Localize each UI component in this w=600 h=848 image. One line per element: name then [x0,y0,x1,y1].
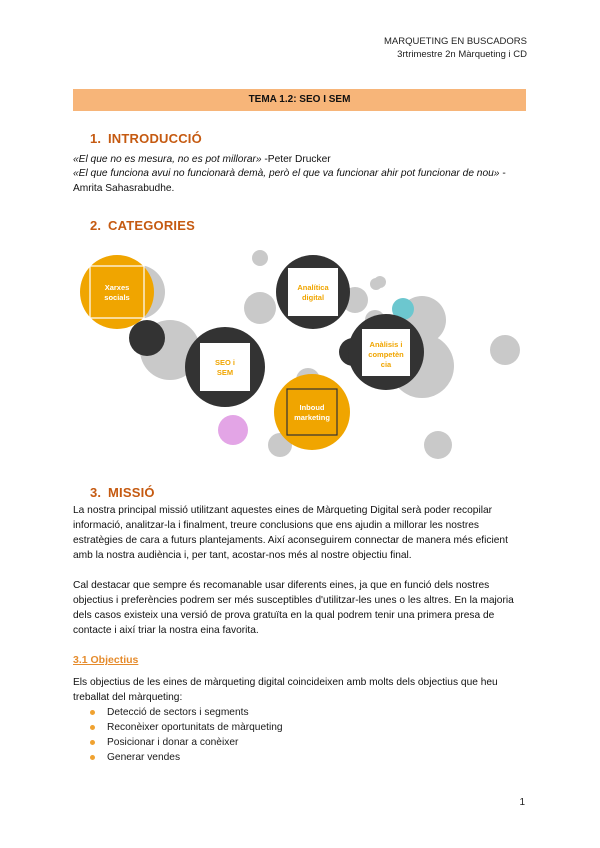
decor-dark-circle [129,320,165,356]
objectius-intro: Els objectius de les eines de màrqueting digital coincideixen amb molts dels objectius que heu treballat del màrqueting: [73,677,498,703]
header-term: 3rtrimestre 2n Màrqueting i CD [397,49,527,60]
heading-missio: 3. MISSIÓ [90,485,155,500]
category-seo-sem [185,327,265,407]
bullet-dot-icon [90,755,95,760]
quote-drucker: «El que no es mesura, no es pot millorar» -Peter Drucker [73,154,331,165]
bullet-dot-icon [90,725,95,730]
label-analisis-2: competèn [368,350,404,359]
label-analisis-3: cia [380,360,392,369]
category-inbound-marketing [274,374,350,450]
header-course: MARQUETING EN BUSCADORS [383,36,527,47]
label-seo-1: SEO i [214,358,236,367]
quote-sahasrabudhe: «El que funciona avui no funcionarà demà, però el que va funcionar ahir pot funcionar de nou» -Amrita Sahasrabudhe. [73,168,506,194]
label-xarxes-1: Xarxes [104,283,130,292]
decor-circle [374,276,386,288]
bullet-dot-icon [90,740,95,745]
missio-paragraph-1: La nostra principal missió utilitzant aquestes eines de Màrqueting Digital serà poder recopilar informació, analitzar-la i finalment, treure conclusions que ens ajudin a millorar les nostres estratègies de cara a futurs plantejaments. Així aconseguirem connectar de manera més eficient amb la nostra audiència i, per tant, acostar-nos més al nostre objectiu final. [73,505,508,561]
list-item: Reconèixer oportunitats de màrqueting [88,720,283,735]
decor-circle [252,250,268,266]
heading-categories: 2. CATEGORIES [90,218,195,233]
category-analitica-digital [276,255,350,329]
decor-circle [244,292,276,324]
list-item: Posicionar i donar a conèixer [88,735,283,750]
objectius-list [88,705,283,765]
list-item: Detecció de sectors i segments [88,705,283,720]
label-inbound-2: marketing [294,413,330,422]
label-inbound-1: Inboud [299,403,325,412]
label-analisis-1: Anàlisis i [369,340,403,349]
label-analitica-2: digital [301,293,325,302]
page-header [384,35,527,61]
label-seo-2: SEM [216,368,234,377]
heading-introduccio: 1. INTRODUCCIÓ [90,131,202,146]
list-item: Generar vendes [88,750,283,765]
category-analisis-competencia [348,314,424,390]
categories-diagram [60,240,540,470]
label-analitica-1: Analítica [297,283,329,292]
category-xarxes-socials [80,255,154,329]
page-number: 1 [519,797,525,808]
decor-circle [424,431,452,459]
decor-circle [490,335,520,365]
subheading-objectius: 3.1 Objectius [73,654,139,666]
label-xarxes-2: socials [104,293,130,302]
pink-circle [218,415,248,445]
missio-paragraph-2: Cal destacar que sempre és recomanable usar diferents eines, ja que en funció dels nostres objectius i preferències podrem ser més susceptibles d'utilitzar-les unes o les altres. En la majoria dels casos existeix una versió de prova gratuïta en la qual podrem tenir una primera presa de contacte i així triar la nostra eina favorita. [73,580,514,636]
topic-banner: TEMA 1.2: SEO I SEM [73,89,526,111]
bullet-dot-icon [90,710,95,715]
